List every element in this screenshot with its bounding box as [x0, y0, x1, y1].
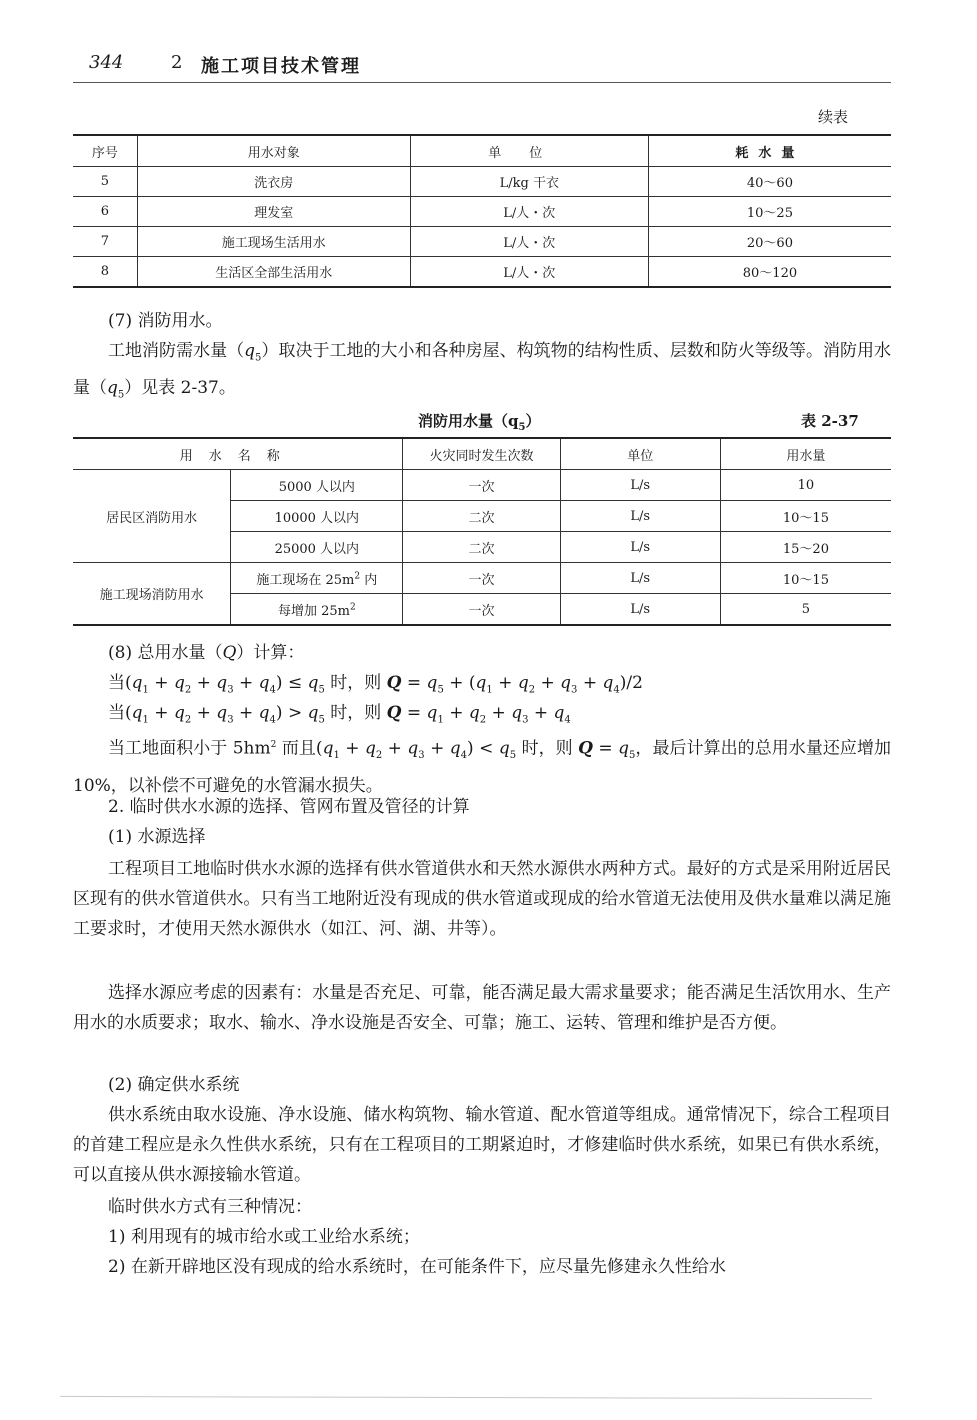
cell-item: 5000 人以内: [231, 470, 403, 501]
symbol-Q: Q: [222, 643, 237, 663]
item-text: 内: [360, 572, 378, 588]
chapter-title: 施工项目技术管理: [201, 56, 361, 77]
cell-object: 施工现场生活用水: [137, 227, 410, 257]
cell-item: [231, 594, 403, 626]
operator: <: [479, 738, 494, 759]
text-run: ）见表 2-37。: [124, 378, 236, 399]
col-header-object: 用水对象: [137, 135, 410, 167]
symbol-q: q: [107, 378, 118, 399]
section-7-paragraph: [73, 336, 891, 411]
cell-index: 5: [73, 167, 137, 197]
cell-index: 8: [73, 257, 137, 288]
text-run: 而且: [276, 738, 316, 759]
section-2-heading: 2. 临时供水水源的选择、管网布置及管径的计算: [108, 797, 470, 817]
supply-system-paragraph: 供水系统由取水设施、净水设施、储水构筑物、输水管道、配水管道等组成。通常情况下，综合工程项目的首建工程应是永久性供水系统，只有在工程项目的工期紧迫时，才修建临时供水系统，如果已有供水系统，可以直接从供水源接输水管道。: [73, 1105, 891, 1185]
text-run: 当: [108, 703, 125, 723]
section-7-heading: (7) 消防用水。: [108, 311, 223, 331]
cell-unit: L/人・次: [410, 227, 648, 257]
list-item-1: 1) 利用现有的城市给水或工业给水系统；: [108, 1227, 420, 1247]
cell-item: [231, 563, 403, 594]
text-run: 工地消防需水量（: [108, 341, 245, 361]
col-header-unit: 单位: [560, 438, 720, 470]
group-name: 施工现场消防用水: [73, 563, 231, 626]
superscript: 2: [270, 740, 277, 750]
item-text: 每增加 25m: [277, 603, 350, 619]
formula-1: 当$(q_1 + q_2 + q_3 + q_4) \le q_5$ 时，则 $Q = q_5 + (q_1 + q_2 + q_3 + q_4)/2$: [108, 673, 643, 696]
text-run: 时，则: [330, 673, 382, 693]
cell-consumption: 10～25: [648, 197, 891, 227]
factors-paragraph: 选择水源应考虑的因素有：水量是否充足、可靠，能否满足最大需求量要求；能否满足生活饮用水、生产用水的水质要求；取水、输水、净水设施是否安全、可靠；施工、运转、管理和维护是否方便。: [73, 983, 891, 1033]
section-8-heading: [73, 638, 891, 668]
cell-item: 25000 人以内: [231, 532, 403, 563]
cell-consumption: 80～120: [742, 266, 798, 281]
subsection-2-heading: (2) 确定供水系统: [108, 1075, 240, 1095]
cell-unit: L/人・次: [410, 197, 648, 227]
cell-item: 10000 人以内: [231, 501, 403, 532]
text-run: (8) 总用水量（: [108, 643, 223, 663]
fire-water-table: [73, 437, 891, 626]
col-header-times: 火灾同时发生次数: [403, 438, 560, 470]
cell-times: 二次: [403, 501, 560, 532]
page-number: 344: [89, 52, 124, 73]
col-header-consumption: 耗水量: [648, 135, 891, 167]
operator: ≤: [287, 673, 303, 693]
item-text: 施工现场在 25m: [256, 572, 355, 588]
text-run: ）计算：: [236, 643, 305, 663]
caption-text: ）: [525, 412, 541, 430]
table-row: [73, 227, 891, 257]
page-header: [73, 52, 891, 78]
cell-consumption: 40～60: [648, 167, 891, 197]
superscript: 2: [349, 602, 356, 613]
supply-modes-intro: 临时供水方式有三种情况：: [108, 1197, 312, 1217]
table-row: [73, 563, 891, 594]
col-header-amount: 用水量: [720, 438, 891, 470]
symbol-q: q: [244, 341, 256, 361]
cell-consumption: 20～60: [648, 227, 891, 257]
cell-unit: L/s: [560, 532, 720, 563]
table-row: [73, 470, 891, 501]
cell-unit: L/s: [560, 563, 720, 594]
water-consumption-table: [73, 134, 891, 288]
cell-unit: L/s: [560, 470, 720, 501]
cell-unit: L/kg 干衣: [410, 167, 648, 197]
cell-object: 理发室: [137, 197, 410, 227]
cell-amount: 10～15: [720, 563, 891, 594]
superscript: 2: [354, 571, 361, 582]
cell-unit: L/人・次: [410, 257, 648, 288]
text-run: 当: [108, 673, 125, 693]
table-row: [73, 257, 891, 288]
cell-times: 一次: [403, 470, 560, 501]
cell-amount: 15～20: [720, 532, 891, 563]
table-row: [73, 197, 891, 227]
continued-label: 续表: [818, 108, 849, 126]
group-name: 居民区消防用水: [73, 470, 231, 563]
header-rule: [73, 82, 891, 83]
subscript: 5: [255, 352, 262, 364]
cell-amount: 10～15: [720, 501, 891, 532]
section-8-note: 当工地面积小于 $5hm^2$ 而且$(q_1 + q_2 + q_3 + q_4) < q_5$ 时，则 $Q = q_5$，最后计算出的总用水量还应增加 10%，以补偿不可避免的水管漏水损失。: [73, 738, 892, 797]
cell-amount: 5: [801, 601, 811, 617]
cell-unit: L/s: [560, 501, 720, 532]
list-item-2: 2) 在新开辟地区没有现成的给水系统时，在可能条件下，应尽量先修建永久性给水: [108, 1257, 726, 1277]
operator: >: [287, 703, 303, 723]
footer-rule: [60, 1396, 872, 1399]
cell-index: 7: [73, 227, 137, 257]
cell-amount: 10: [720, 470, 891, 501]
water-source-paragraph: 工程项目工地临时供水水源的选择有供水管道供水和天然水源供水两种方式。最好的方式是采用附近居民区现有的供水管道供水。只有当工地附近没有现成的供水管道或现成的给水管道无法使用及供水量难以满足施工要求时，才使用天然水源供水（如江、河、湖、井等）。: [73, 859, 891, 939]
chapter-number: 2: [171, 52, 183, 73]
text-run: ，最后计算出的总用水量还应增加 10%，以补偿不可避免的水管漏水损失。: [73, 738, 892, 797]
subsection-1-heading: (1) 水源选择: [108, 827, 206, 847]
formula-2: 当$(q_1 + q_2 + q_3 + q_4) > q_5$ 时，则 $Q = q_1 + q_2 + q_3 + q_4$: [108, 703, 571, 726]
cell-times: 一次: [403, 563, 560, 594]
table-header-row: [73, 135, 891, 167]
cell-object: 洗衣房: [137, 167, 410, 197]
table-caption-number: 表 2-37: [801, 412, 859, 430]
table-header-row: [73, 438, 891, 470]
cell-index: 6: [73, 197, 137, 227]
subscript: 5: [117, 389, 125, 401]
col-header-index: 序号: [73, 135, 137, 167]
text-run: 时，则: [330, 703, 382, 723]
text-run: /2: [626, 673, 643, 693]
caption-text: 消防用水量（q: [418, 412, 519, 430]
cell-times: 一次: [403, 594, 560, 626]
table-row: [73, 167, 891, 197]
subscript: 5: [518, 422, 526, 433]
text-run: 时，则: [521, 738, 573, 759]
text-run: ）取决于工地的大小和各种房屋、构筑物的结构性质、层数和防火等级等。消防用水量（: [73, 341, 892, 399]
table-caption-title: [418, 410, 540, 433]
col-header-name: 用水名称: [73, 438, 403, 470]
cell-times: 二次: [403, 532, 560, 563]
col-header-unit: 单位: [410, 135, 648, 167]
cell-object: 生活区全部生活用水: [137, 257, 410, 288]
text-run: 当工地面积小于 5hm: [108, 738, 271, 759]
cell-unit: L/s: [560, 594, 720, 626]
